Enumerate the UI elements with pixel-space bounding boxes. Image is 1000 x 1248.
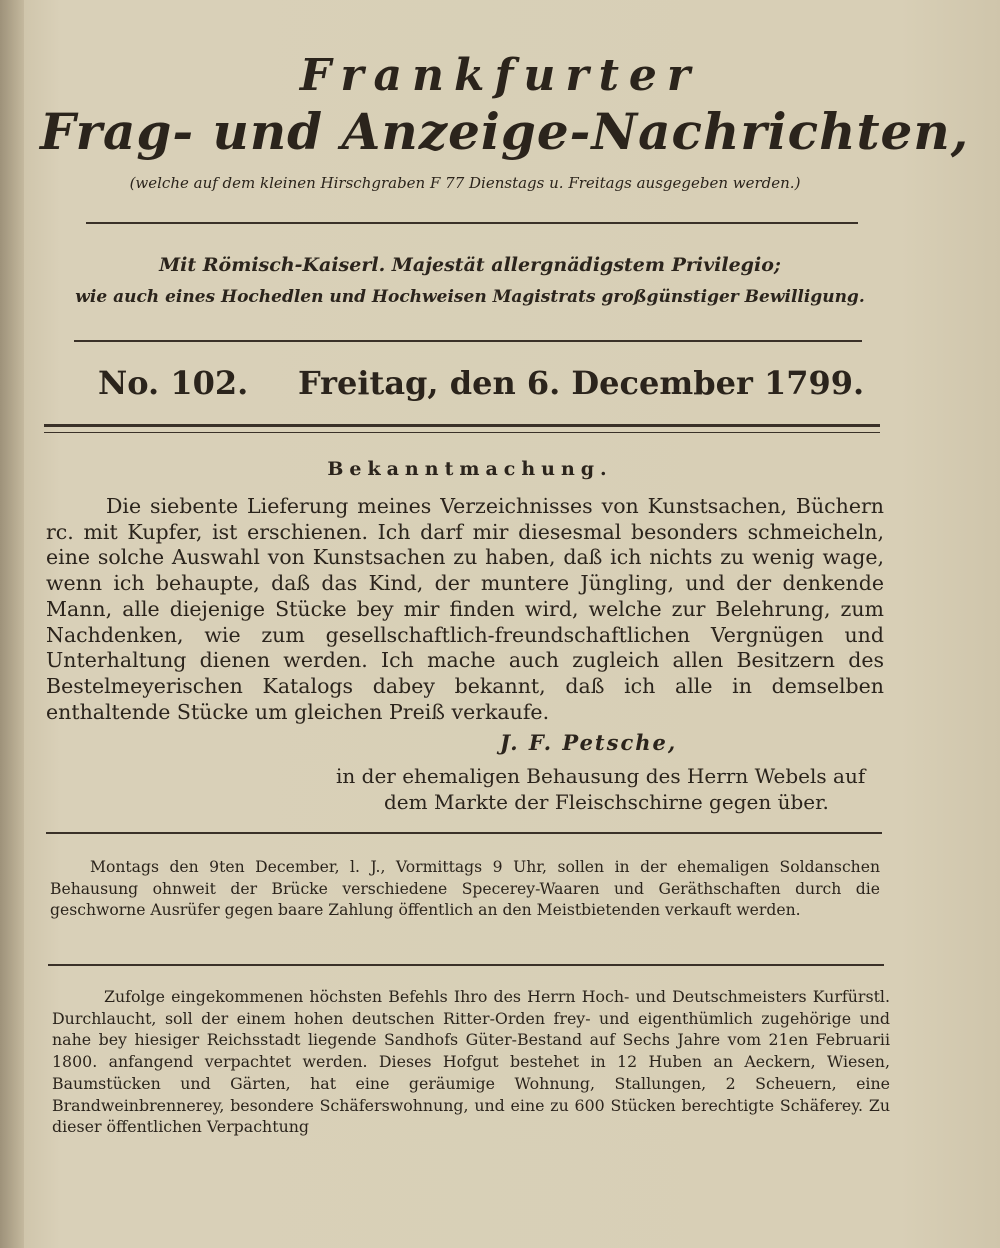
issue-number: No. 102.	[98, 364, 249, 402]
masthead-title-line2: Frag- und Anzeige-Nachrichten,	[40, 102, 970, 161]
page-fold-shadow	[0, 0, 24, 1248]
notice-auction: Montags den 9ten December, l. J., Vormittags 9 Uhr, sollen in der ehemaligen Soldanschen Behausung ohnweit der Brücke verschiedene Specerey-Waaren und Geräthschaften durch die geschworne Ausrüfer gegen baare Zahlung öffentlich an den Meistbietenden verkauft werden.	[50, 858, 880, 919]
notice-address-line2: dem Markte der Fleischschirne gegen über.	[384, 790, 829, 814]
privilege-line2: wie auch eines Hochedlen und Hochweisen Magistrats großgünstiger Bewilligung.	[75, 287, 865, 307]
divider-rule	[74, 340, 862, 342]
notice-title: Bekanntmachung.	[327, 458, 613, 480]
double-rule-top	[44, 424, 880, 427]
notice-body: Die siebente Lieferung meines Verzeichnisses von Kunstsachen, Büchern rc. mit Kupfer, ist erschienen. Ich darf mir diesesmal besonders schmeicheln, eine solche Auswahl von Kunstsachen zu haben, daß ich nichts zu wenig wage, wenn ich behaupte, daß das Kind, der muntere Jüngling, und der denkende Mann, alle diejenige Stücke bey mir finden wird, welche zur Belehrung, zum Nachdenken, wie zum gesellschaftlich-freundschaftlichen Vergnügen und Unterhaltung dienen werden. Ich mache auch zugleich allen Besitzern des Bestelmeyerischen Katalogs dabey bekannt, daß ich alle in demselben enthaltende Stücke um gleichen Preiß verkaufe.	[46, 494, 884, 724]
double-rule-bottom	[44, 432, 880, 433]
divider-rule	[86, 222, 858, 224]
masthead-subtitle: (welche auf dem kleinen Hirschgraben F 77 Dienstags u. Freitags ausgegeben werden.)	[129, 174, 801, 192]
masthead-title-line1: Frankfurter	[299, 50, 701, 101]
notice-signature: J. F. Petsche,	[500, 730, 678, 755]
issue-date: Freitag, den 6. December 1799.	[298, 364, 865, 402]
notice-lease: Zufolge eingekommenen höchsten Befehls Ihro des Herrn Hoch- und Deutschmeisters Kurfürstl. Durchlaucht, soll der einem hohen deutschen Ritter-Orden frey- und eigenthümlich zugehörige und nahe bey hiesiger Reichsstadt liegende Sandhofs Güter-Bestand auf Sechs Jahre vom 21en Februarii 1800. anfangend verpachtet werden. Dieses Hofgut bestehet in 12 Huben an Aeckern, Wiesen, Baumstücken und Gärten, hat eine geräumige Wohnung, Stallungen, 2 Scheuern, eine Brandweinbrennerey, besondere Schäferswohnung, und eine zu 600 Stücken berechtigte Schäferey. Zu dieser öffentlichen Verpachtung	[52, 987, 890, 1137]
notice-address-line1: in der ehemaligen Behausung des Herrn Webels auf	[336, 764, 866, 788]
divider-rule	[46, 832, 882, 834]
divider-rule	[48, 964, 884, 966]
privilege-line1: Mit Römisch-Kaiserl. Majestät allergnädigstem Privilegio;	[159, 254, 781, 276]
